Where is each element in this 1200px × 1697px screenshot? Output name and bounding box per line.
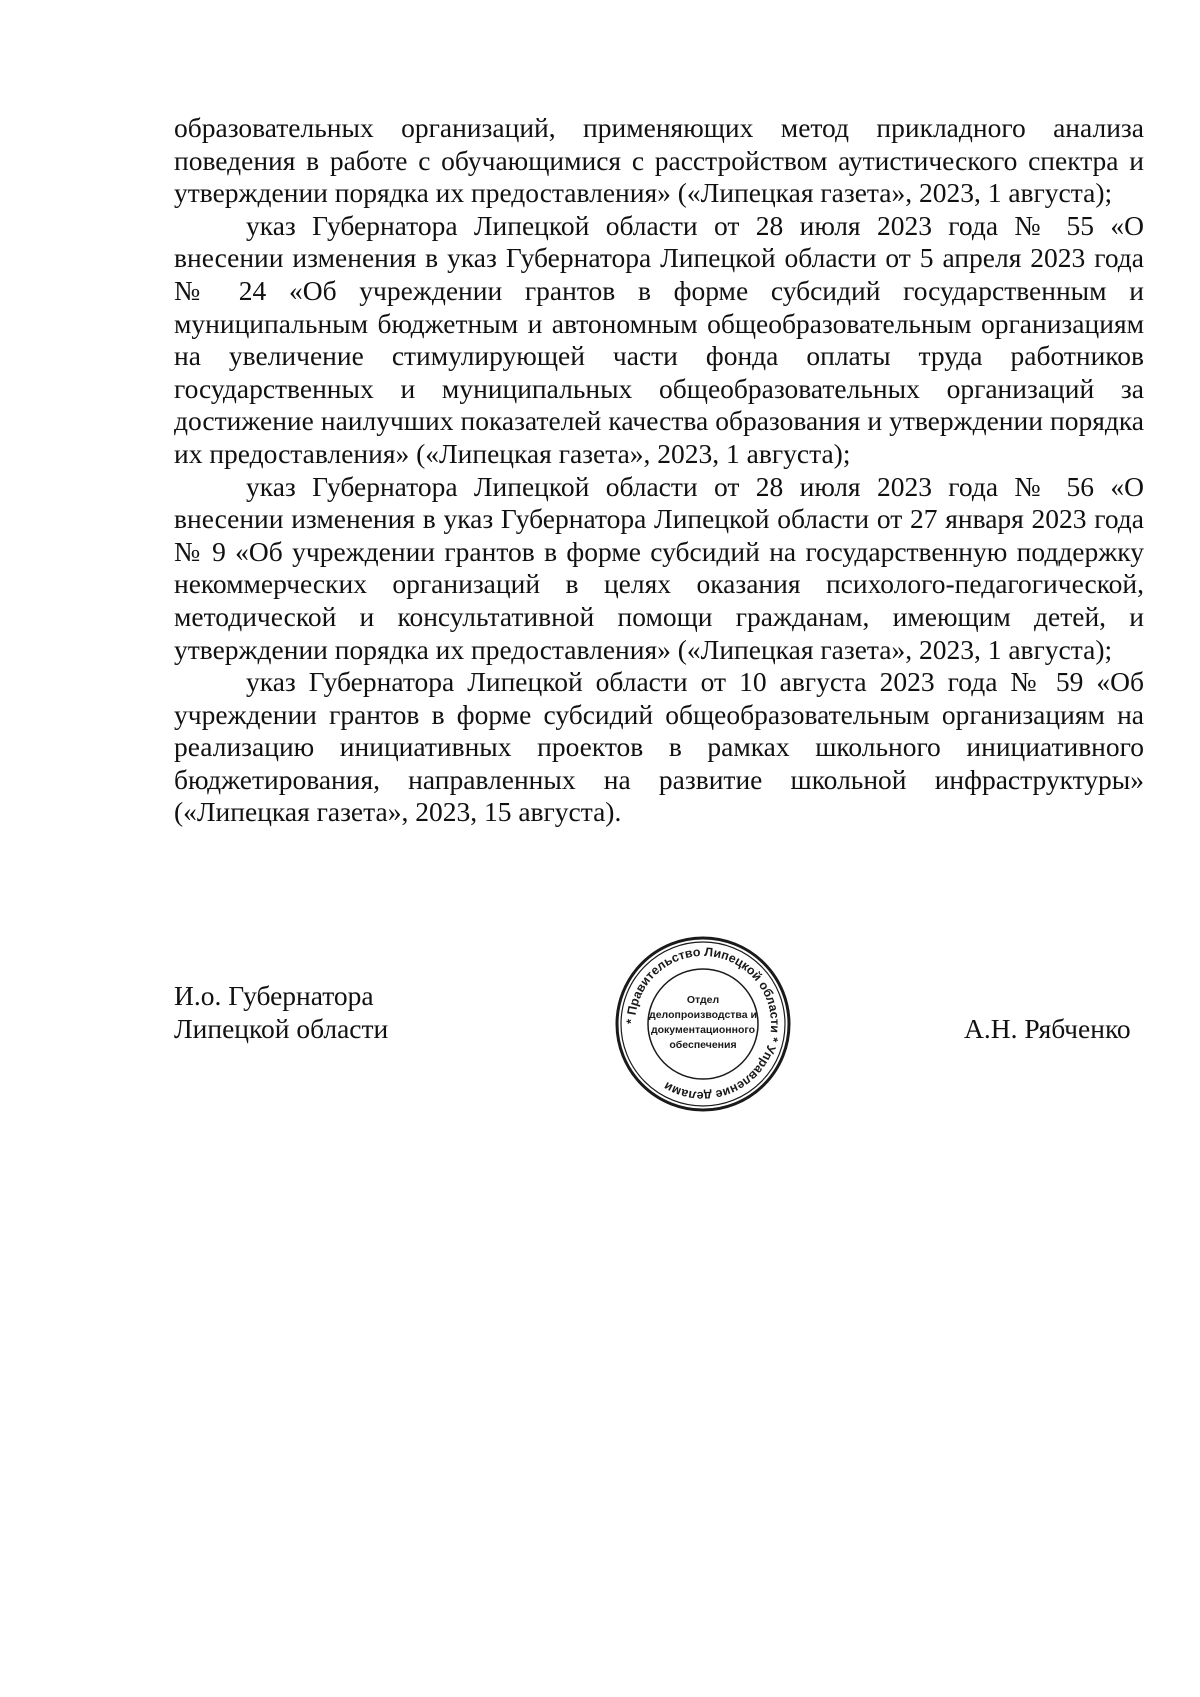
seal-center-line: делопроизводства и: [649, 1009, 757, 1021]
paragraph: указ Губернатора Липецкой области от 28 июля 2023 года № 56 «О внесении изменения в указ Губернатора Липецкой области от 27 января 2023 года № 9 «Об учреждении грантов в форме субсидий на государственную поддержку некоммерческих организаций в целях оказания психолого-педагогической, методической и консультативной помощи гражданам, имеющим детей, и утверждении порядка их предоставления» («Липецкая газета», 2023, 1 августа);: [174, 470, 1144, 665]
seal-outer-text: * Правительство Липецкой области * Управление делами: [623, 944, 783, 1104]
paragraph: указ Губернатора Липецкой области от 10 августа 2023 года № 59 «Об учреждении грантов в форме субсидий общеобразовательным организациям на реализацию инициативных проектов в рамках школьного инициативного бюджетирования, направленных на развитие школьной инфраструктуры» («Липецкая газета», 2023, 15 августа).: [174, 666, 1144, 828]
signatory-position-line: И.о. Губернатора: [174, 980, 374, 1011]
paragraph: образовательных организаций, применяющих метод прикладного анализа поведения в работе с обучающимися с расстройством аутистического спектра и утверждении порядка их предоставления» («Липецкая газета», 2023, 1 августа);: [174, 112, 1144, 209]
seal-center-line: документационного: [650, 1024, 756, 1036]
signatory-position: [174, 980, 388, 1045]
seal-center-line: обеспечения: [669, 1039, 737, 1051]
seal-center-line: Отдел: [686, 994, 720, 1006]
document-body: [174, 112, 1144, 829]
signatory-name: А.Н. Рябченко: [964, 1013, 1131, 1044]
official-seal: [613, 934, 793, 1114]
paragraph: указ Губернатора Липецкой области от 28 июля 2023 года № 55 «О внесении изменения в указ Губернатора Липецкой области от 5 апреля 2023 года № 24 «Об учреждении грантов в форме субсидий государственным и муниципальным бюджетным и автономным общеобразовательным организациям на увеличение стимулирующей части фонда оплаты труда работников государственных и муниципальных общеобразовательных организаций за достижение наилучших показателей качества образования и утверждении порядка их предоставления» («Липецкая газета», 2023, 1 августа);: [174, 209, 1144, 469]
signatory-position-line: Липецкой области: [174, 1012, 389, 1044]
